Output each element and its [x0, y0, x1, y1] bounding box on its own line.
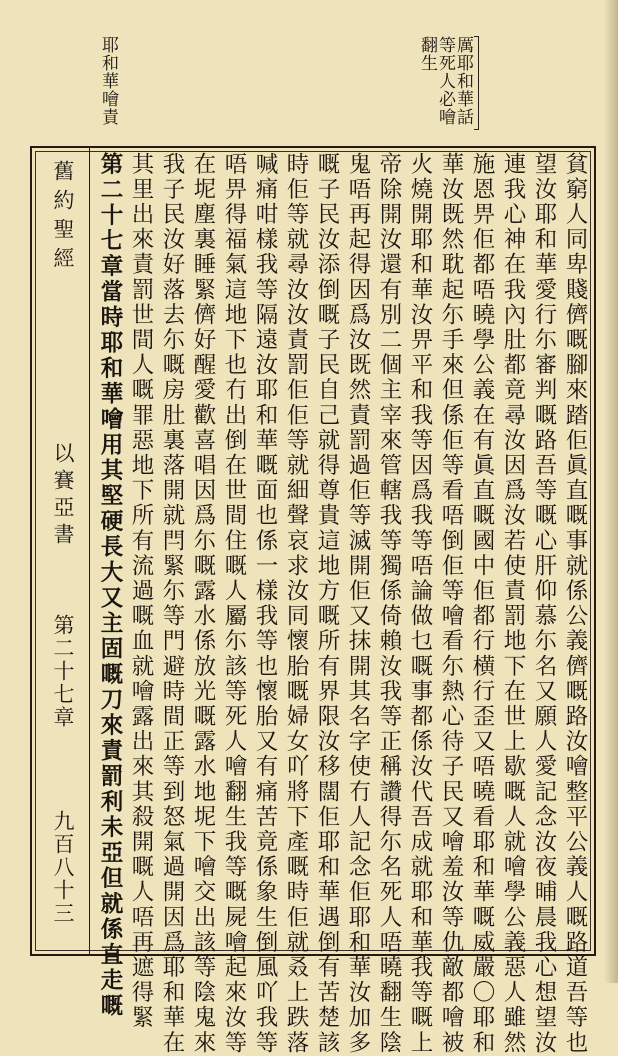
text-column: 望汝耶和華愛行尓審判嘅路吾等嘅心肝仰慕尓名又願人愛記念汝夜晡晨我心想望汝	[531, 152, 557, 1056]
chapter-label: 第二十七章	[51, 614, 75, 729]
book-name: 以賽亞書	[51, 442, 75, 550]
page-number: 九百八十三	[51, 810, 75, 925]
page-edge-shadow	[604, 0, 618, 983]
text-column: 在坭塵裏睡緊儕好醒愛歡喜唱因爲尓嘅露水係放光嘅露水地坭下噲交出該等陰鬼來	[190, 152, 216, 1056]
running-side-note: 耶和華噲責	[98, 36, 118, 126]
text-column: 連我心神在我內肚都竟尋汝因爲汝若使責罰地下在世上歇嘅人就噲學公義惡人雖然	[500, 152, 526, 1056]
text-column: 我子民汝好落去尓嘅房肚裏落開就閂緊尓等門避時間正等到怒氣過開因爲耶和華在	[159, 152, 185, 1056]
book-collection-title: 舊約聖經	[51, 160, 75, 276]
margin-annotation	[417, 36, 473, 136]
page-header-column	[30, 146, 90, 956]
body-text	[92, 152, 592, 1056]
text-column: 其里出來責罰世間人嘅罪惡地下所有流過嘅血就噲露出來其殺開嘅人唔再遮得緊	[128, 152, 154, 1031]
text-column: 施恩畀佢都唔曉學公義在有眞直嘅國中佢都行横行歪又唔曉看耶和華嘅威嚴〇耶和	[469, 152, 495, 1056]
text-column: 貧窮人同卑賤儕嘅腳來踏佢眞直嘅事就係公義儕嘅路汝噲整平公義人嘅路道吾等也	[562, 152, 588, 1056]
text-column: 帝除開汝還有別二個主宰來管轄我等獨係倚賴汝我等正稱讚得尓名死人唔曉翻生陰	[376, 152, 402, 1056]
text-column: 喊痛咁樣我等隔遠汝耶和華嘅面也係一樣我等也懷胎又有痛苦竟係象生倒風吖我等	[252, 152, 278, 1056]
text-column: 唔畀得福氣這地下也冇出倒在世間住嘅人屬尓該等死人噲翻生我等嘅屍噲起來汝等	[221, 152, 247, 1056]
text-column: 時佢等就尋汝汝責罰佢佢等就細聲哀求汝同懷胎嘅婦女吖將下產嘅時佢就叒上跌落	[283, 152, 309, 1056]
text-column: 華汝既然耽起尓手來但係佢等看唔倒佢等噲看尓熱心待子民又噲羞汝等仇敵都噲被	[438, 152, 464, 1056]
text-column: 嘅子民汝添倒嘅子民自己就得尊貴這地方嘅所有界限汝移闊佢耶和華遇倒有苦楚該	[314, 152, 340, 1056]
annotation-line-1: 厲耶和華話	[453, 36, 473, 126]
chapter-start-column: 第二十七章當時耶和華噲用其堅硬長大又主固嘅刀來責罰利未亞但就係直走嘅	[97, 152, 123, 1019]
annotation-line-3: 翻生	[417, 36, 437, 72]
text-column: 鬼唔再起得因爲汝既然責罰過佢等滅開佢又抹開其名字使冇人記念佢耶和華汝加多	[345, 152, 371, 1056]
text-column: 火燒開耶和華汝畀平和我等因爲我等唔論做乜嘅事都係汝代吾成就耶和華我等嘅上	[407, 152, 433, 1056]
annotation-line-2: 等死人必噲	[435, 36, 455, 126]
annotation-bracket	[474, 36, 479, 130]
